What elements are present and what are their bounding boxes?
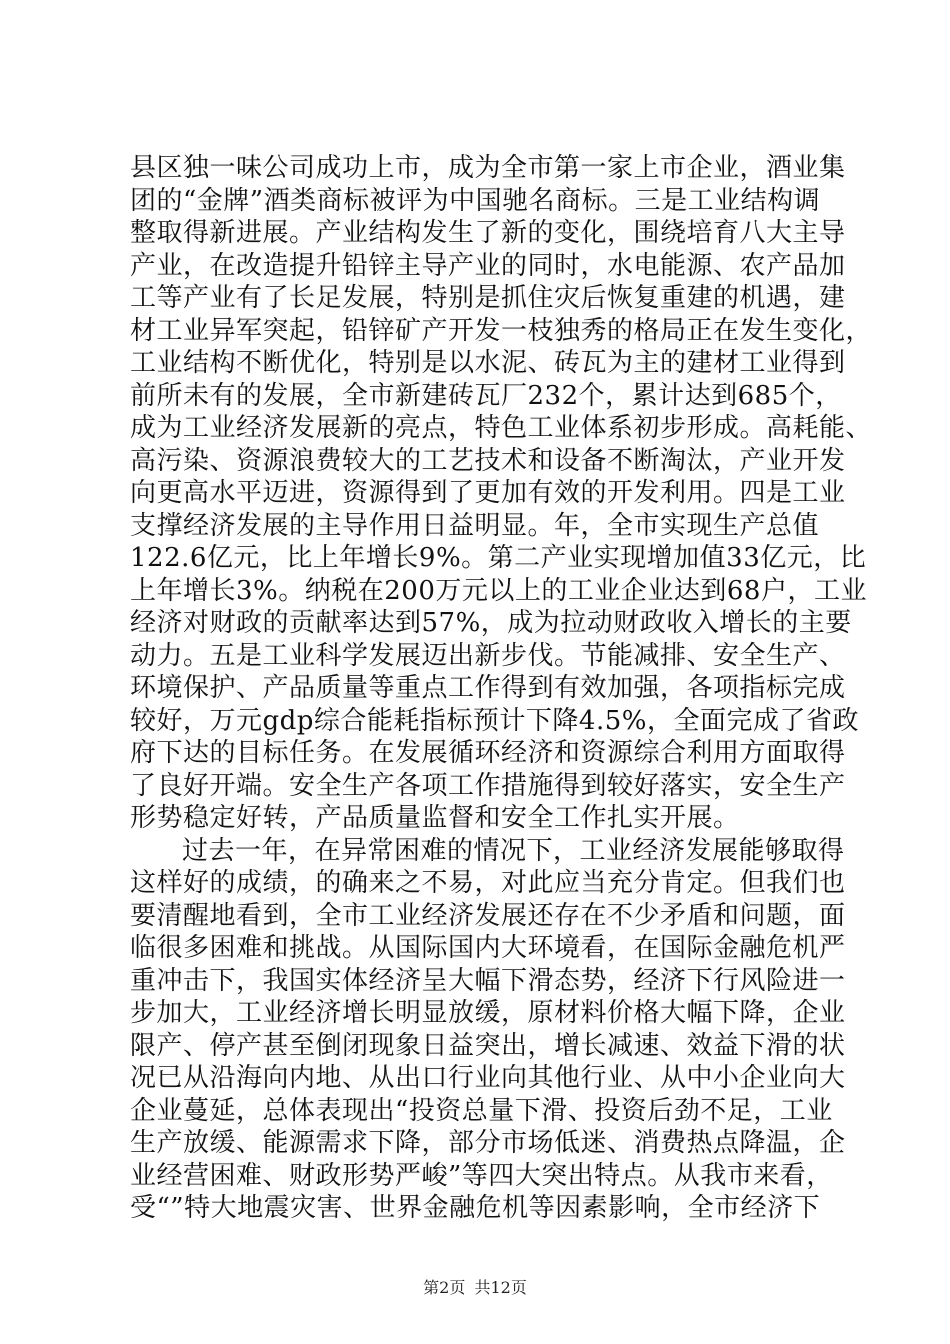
- text-line: 况已从沿海向内地、从出口行业向其他行业、从中小企业向大: [130, 1063, 846, 1093]
- text-line: 122.6亿元，比上年增长9%。第二产业实现增加值33亿元，比: [130, 543, 867, 573]
- body-text: [130, 152, 873, 1225]
- text-line: 限产、停产甚至倒闭现象日益突出，增长减速、效益下滑的状: [130, 1030, 846, 1061]
- text-line: 动力。五是工业科学发展迈出新步伐。节能减排、安全生产、: [130, 640, 846, 671]
- text-line: 工等产业有了长足发展，特别是抓住灾后恢复重建的机遇，建: [130, 283, 846, 313]
- text-line: 业经营困难、财政形势严峻”等四大突出特点。从我市来看，: [130, 1160, 833, 1191]
- text-line: 这样好的成绩，的确来之不易，对此应当充分肯定。但我们也: [130, 868, 846, 898]
- text-line: 材工业异军突起，铅锌矿产开发一枝独秀的格局正在发生变化，: [130, 315, 873, 346]
- text-line: 经济对财政的贡献率达到57%，成为拉动财政收入增长的主要: [130, 608, 852, 638]
- text-line: 前所未有的发展，全市新建砖瓦厂232个，累计达到685个，: [130, 380, 842, 411]
- text-line: 产业，在改造提升铅锌主导产业的同时，水电能源、农产品加: [130, 250, 846, 281]
- text-line: 向更高水平迈进，资源得到了更加有效的开发利用。四是工业: [130, 478, 846, 508]
- text-line: 了良好开端。安全生产各项工作措施得到较好落实，安全生产: [130, 770, 846, 801]
- text-line: 临很多困难和挑战。从国际国内大环境看，在国际金融危机严: [130, 933, 846, 963]
- text-line: 上年增长3%。纳税在200万元以上的工业企业达到68户，工业: [130, 575, 867, 606]
- text-line: 整取得新进展。产业结构发生了新的变化，围绕培育八大主导: [130, 218, 846, 248]
- text-line: 要清醒地看到，全市工业经济发展还存在不少矛盾和问题，面: [130, 900, 846, 931]
- text-line: 重冲击下，我国实体经济呈大幅下滑态势，经济下行风险进一: [130, 965, 846, 996]
- text-line: 较好，万元gdp综合能耗指标预计下降4.5%，全面完成了省政: [130, 705, 859, 736]
- text-line: 成为工业经济发展新的亮点，特色工业体系初步形成。高耗能、: [130, 413, 873, 443]
- text-line: 府下达的目标任务。在发展循环经济和资源综合利用方面取得: [130, 738, 846, 768]
- paragraph-2: [130, 835, 846, 1225]
- text-line: 企业蔓延，总体表现出“投资总量下滑、投资后劲不足，工业: [130, 1095, 833, 1126]
- text-line: 生产放缓、能源需求下降，部分市场低迷、消费热点降温，企: [130, 1128, 846, 1158]
- text-line: 环境保护、产品质量等重点工作得到有效加强，各项指标完成: [130, 673, 846, 703]
- page-number: 第2页: [423, 1278, 466, 1297]
- page-footer: [0, 1278, 950, 1298]
- paragraph-1: [130, 152, 873, 835]
- text-line: 团的“金牌”酒类商标被评为中国驰名商标。三是工业结构调: [130, 185, 821, 216]
- text-line: 高污染、资源浪费较大的工艺技术和设备不断淘汰，产业开发: [130, 445, 846, 476]
- text-line: 步加大，工业经济增长明显放缓，原材料价格大幅下降，企业: [130, 998, 846, 1028]
- page-total: 共12页: [474, 1278, 527, 1297]
- text-line: 过去一年，在异常困难的情况下，工业经济发展能够取得: [182, 835, 845, 866]
- text-line: 形势稳定好转，产品质量监督和安全工作扎实开展。: [130, 803, 740, 833]
- text-line: 受“”特大地震灾害、世界金融危机等因素影响，全市经济下: [130, 1193, 821, 1223]
- text-line: 工业结构不断优化，特别是以水泥、砖瓦为主的建材工业得到: [130, 348, 846, 378]
- text-line: 县区独一味公司成功上市，成为全市第一家上市企业，酒业集: [130, 153, 846, 183]
- text-line: 支撑经济发展的主导作用日益明显。年，全市实现生产总值: [130, 510, 820, 541]
